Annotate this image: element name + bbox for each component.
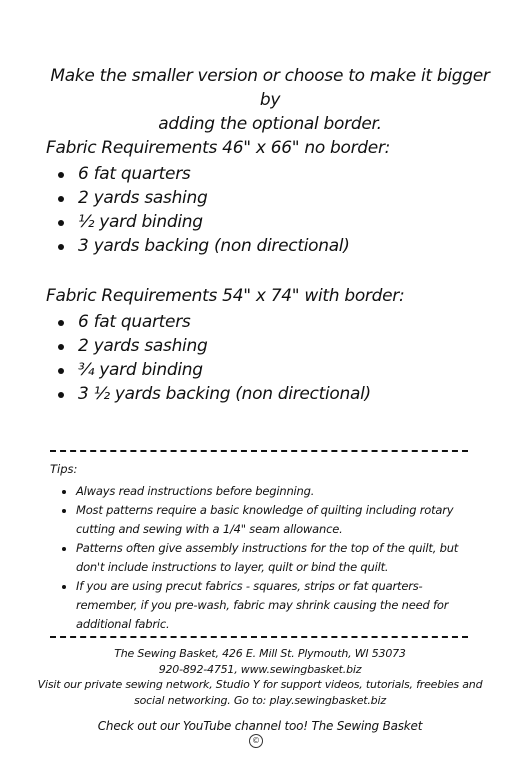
footer-contact: 920-892-4751, www.sewingbasket.biz [158,662,362,676]
footer-network-line-2: social networking. Go to: play.sewingbasket.biz [134,693,386,707]
list-item: 3 ½ yards backing (non directional) [58,382,371,406]
list-item: 2 yards sashing [58,186,350,210]
list-item: 2 yards sashing [58,334,371,358]
dashed-divider-bottom [50,636,468,638]
intro-line-1: Make the smaller version or choose to make it bigger by [50,66,490,110]
intro-text [40,64,500,136]
list-item: 6 fat quarters [58,310,371,334]
youtube-note: Check out our YouTube channel too! The Sewing Basket [97,719,423,733]
footer-info [20,646,500,708]
tip-item: Most patterns require a basic knowledge of quilting including rotary cutting and sewing with a 1/4" seam allowance. [62,501,482,539]
footer-address: The Sewing Basket, 426 E. Mill St. Plymouth, WI 53073 [114,647,406,660]
tip-item: Patterns often give assembly instructions for the top of the quilt, but don't include instructions to layer, quilt or bind the quilt. [62,539,482,577]
requirements-large-title: Fabric Requirements 54" x 74" with border: [46,286,405,306]
tips-list [62,482,482,634]
copyright-icon: © [249,734,263,748]
list-item: ¾ yard binding [58,358,371,382]
tips-title: Tips: [50,462,78,476]
list-item: ½ yard binding [58,210,350,234]
requirements-large-list [58,310,371,406]
intro-line-2: adding the optional border. [158,114,382,134]
requirements-small-list [58,162,350,258]
list-item: 6 fat quarters [58,162,350,186]
dashed-divider-top [50,450,468,452]
tip-item: Always read instructions before beginning. [62,482,482,501]
requirements-small-title: Fabric Requirements 46" x 66" no border: [46,138,391,158]
footer-network-line-1: Visit our private sewing network, Studio Y for support videos, tutorials, freebies and [37,678,483,691]
list-item: 3 yards backing (non directional) [58,234,350,258]
tip-item: If you are using precut fabrics - squares, strips or fat quarters- remember, if you pre-wash, fabric may shrink causing the need for additional fabric. [62,577,482,634]
